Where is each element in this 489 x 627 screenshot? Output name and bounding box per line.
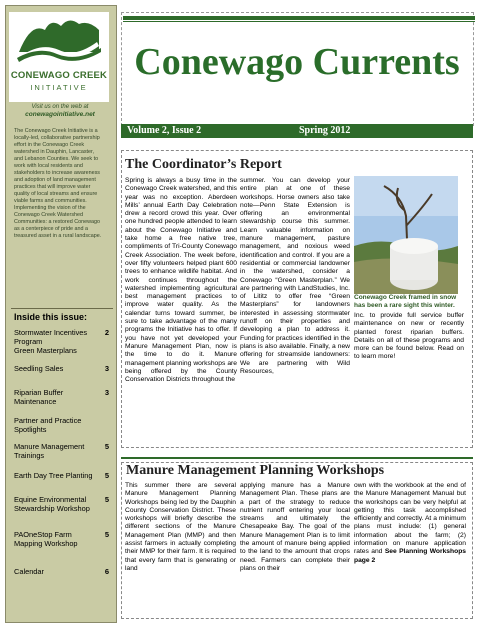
toc-page: 5 xyxy=(104,471,109,480)
toc-label: Riparian Buffer Maintenance xyxy=(14,388,64,406)
section-divider xyxy=(121,457,473,459)
coordinator-col-3: Inc. to provide full service buffer maintenance on new or recently planted forest riparian buffers. Details on all of these programs and more can be found below. Read on to learn more! xyxy=(354,312,464,361)
toc-page: 3 xyxy=(104,388,109,397)
volume-issue: Volume 2, Issue 2 xyxy=(127,125,202,136)
continued-link[interactable]: See Planning Workshops page 2 xyxy=(354,548,467,564)
inside-this-issue xyxy=(11,308,113,599)
season: Spring 2012 xyxy=(299,125,351,136)
toc-item[interactable] xyxy=(14,568,109,577)
coordinator-col-2: summer. You can develop your entire plan at one of these workshops. Horse owners also take note—Penn State Extension is offering an environmental stewardship course this summer. Learn valuable information on manure management, pasture management, and noxious weed identification and control. If you are a residential or commercial landowner in the watershed, consider a Conewago “Green Masterplan.” We are partnering with LandStudies, Inc. of Lititz to offer free “Green Masterplans” for landowners interested in assessing stormwater runoff on their properties and developing a plan to address it. Funding for practices identified in the plans is also available. Finally, a new offering for streamside landowners: We are partnering with Wild Resources, xyxy=(240,177,350,375)
toc-item[interactable] xyxy=(14,496,109,513)
tree-photo-icon xyxy=(354,176,458,294)
toc-label: Seedling Sales xyxy=(14,364,64,373)
photo-caption: Conewago Creek framed in snow has been a rare sight this winter. xyxy=(354,294,457,309)
toc-item[interactable] xyxy=(14,329,109,346)
toc-item[interactable] xyxy=(14,389,109,406)
coordinator-report-title: The Coordinator’s Report xyxy=(125,157,282,172)
logo-subtitle: INITIATIVE xyxy=(30,83,88,92)
manure-col-1: This summer there are several Manure Management Planning Workshops being led by the Dauphin County Conservation District. These workshops will briefly describe the different sections of the Manure Management Plan (MMP) and then assist farmers in actually completing their MMP for their farm. It is required that every farm that is generating or land xyxy=(125,482,236,572)
toc-item[interactable] xyxy=(14,417,109,434)
issue-band xyxy=(121,124,473,138)
manure-title: Manure Management Planning Workshops xyxy=(126,463,385,478)
logo[interactable] xyxy=(9,12,109,102)
about-text: The Conewago Creek Initiative is a locally-led, collaborative partnership effort in the Conewago Creek watershed in Dauphin, Lancaster, and Lebanon Counties. We seek to work with local residents and stakeholders to increase awareness and adoption of land management practices that will improve water quality of local streams and ensure viable farms and communities. Implementing the vision of the Conewago Creek Watershed Communities: a restored Conewago as a centerpiece of pride and a treasured asset in a rural landscape. xyxy=(14,128,102,239)
toc-label: Stormwater Incentives Program xyxy=(14,328,88,346)
manure-col-3-text: own with the workbook at the end of the Manure Management Manual but the workshops can be very helpful at getting this task accomplished efficiently and correctly. At a minimum plans must include: (1) general information about the farm; (2) information on manure application rates and xyxy=(354,482,466,556)
logo-title: CONEWAGO CREEK xyxy=(10,70,108,81)
toc-label: Earth Day Tree Planting xyxy=(14,471,93,480)
coordinator-col-1: Spring is always a busy time in the Conewago Creek watershed, and this year was no exception. Aberdeen Mills’ annual Earth Day Celebration drew a record crowd this year. Over one hundred people attended to learn about the Conewago Initiative and take home a free native tree, compliments of Tri-County Conewago Creek Association. The week before, over fifty volunteers helped plant 600 trees to enhance wildlife habitat. And work continues throughout the watershed implementing agricultural best management practices to improve water quality. As the calendar turns toward summer, be sure to take advantage of the many programs the Initiative has to offer. If you have not yet developed your Manure Management Plan, now is the time to do it. Manure management planning workshops are being offered by the County Conservation Districts throughout the xyxy=(125,177,237,384)
toc-page: 3 xyxy=(104,364,109,373)
visit-text: Visit us on the web at xyxy=(31,104,89,110)
toc-label: Equine Environmental Stewardship Workshop xyxy=(14,495,90,513)
manure-col-3 xyxy=(354,482,466,565)
toc-label: Calendar xyxy=(14,567,44,576)
toc-item[interactable] xyxy=(14,472,109,481)
toc-label: Manure Management Trainings xyxy=(14,442,85,460)
toc-page: 2 xyxy=(104,328,109,337)
toc-label: Partner and Practice Spotlights xyxy=(14,416,82,434)
toc-page: 5 xyxy=(104,495,109,504)
toc-item[interactable] xyxy=(14,347,109,356)
toc-item[interactable] xyxy=(14,365,109,374)
newsletter-title: Conewago Currents xyxy=(134,41,460,83)
manure-col-2: applying manure has a Manure Management Plan. These plans are a part of the strategy to reduce nutrient runoff entering your local streams and ultimately the Chesapeake Bay. The goal of the Manure Management Plan is to limit the amount of manure being applied to the land to the amount that crops need. Farmers can complete their plans on their xyxy=(240,482,350,572)
masthead-rule-thin xyxy=(123,21,475,22)
toc-page: 5 xyxy=(104,530,109,539)
toc-label: PAOneStop Farm Mapping Workshop xyxy=(14,530,78,548)
masthead-rule xyxy=(123,16,475,20)
inside-title: Inside this issue: xyxy=(14,312,88,322)
toc-page: 5 xyxy=(104,442,109,451)
toc-item[interactable] xyxy=(14,443,109,460)
toc-page: 6 xyxy=(104,567,109,576)
toc-label: Green Masterplans xyxy=(14,346,77,355)
creek-photo xyxy=(354,176,458,294)
visit-us xyxy=(11,103,109,119)
website-link[interactable]: conewagoinitiative.net xyxy=(25,111,95,118)
creek-logo-icon xyxy=(11,12,107,68)
toc-item[interactable] xyxy=(14,531,109,548)
